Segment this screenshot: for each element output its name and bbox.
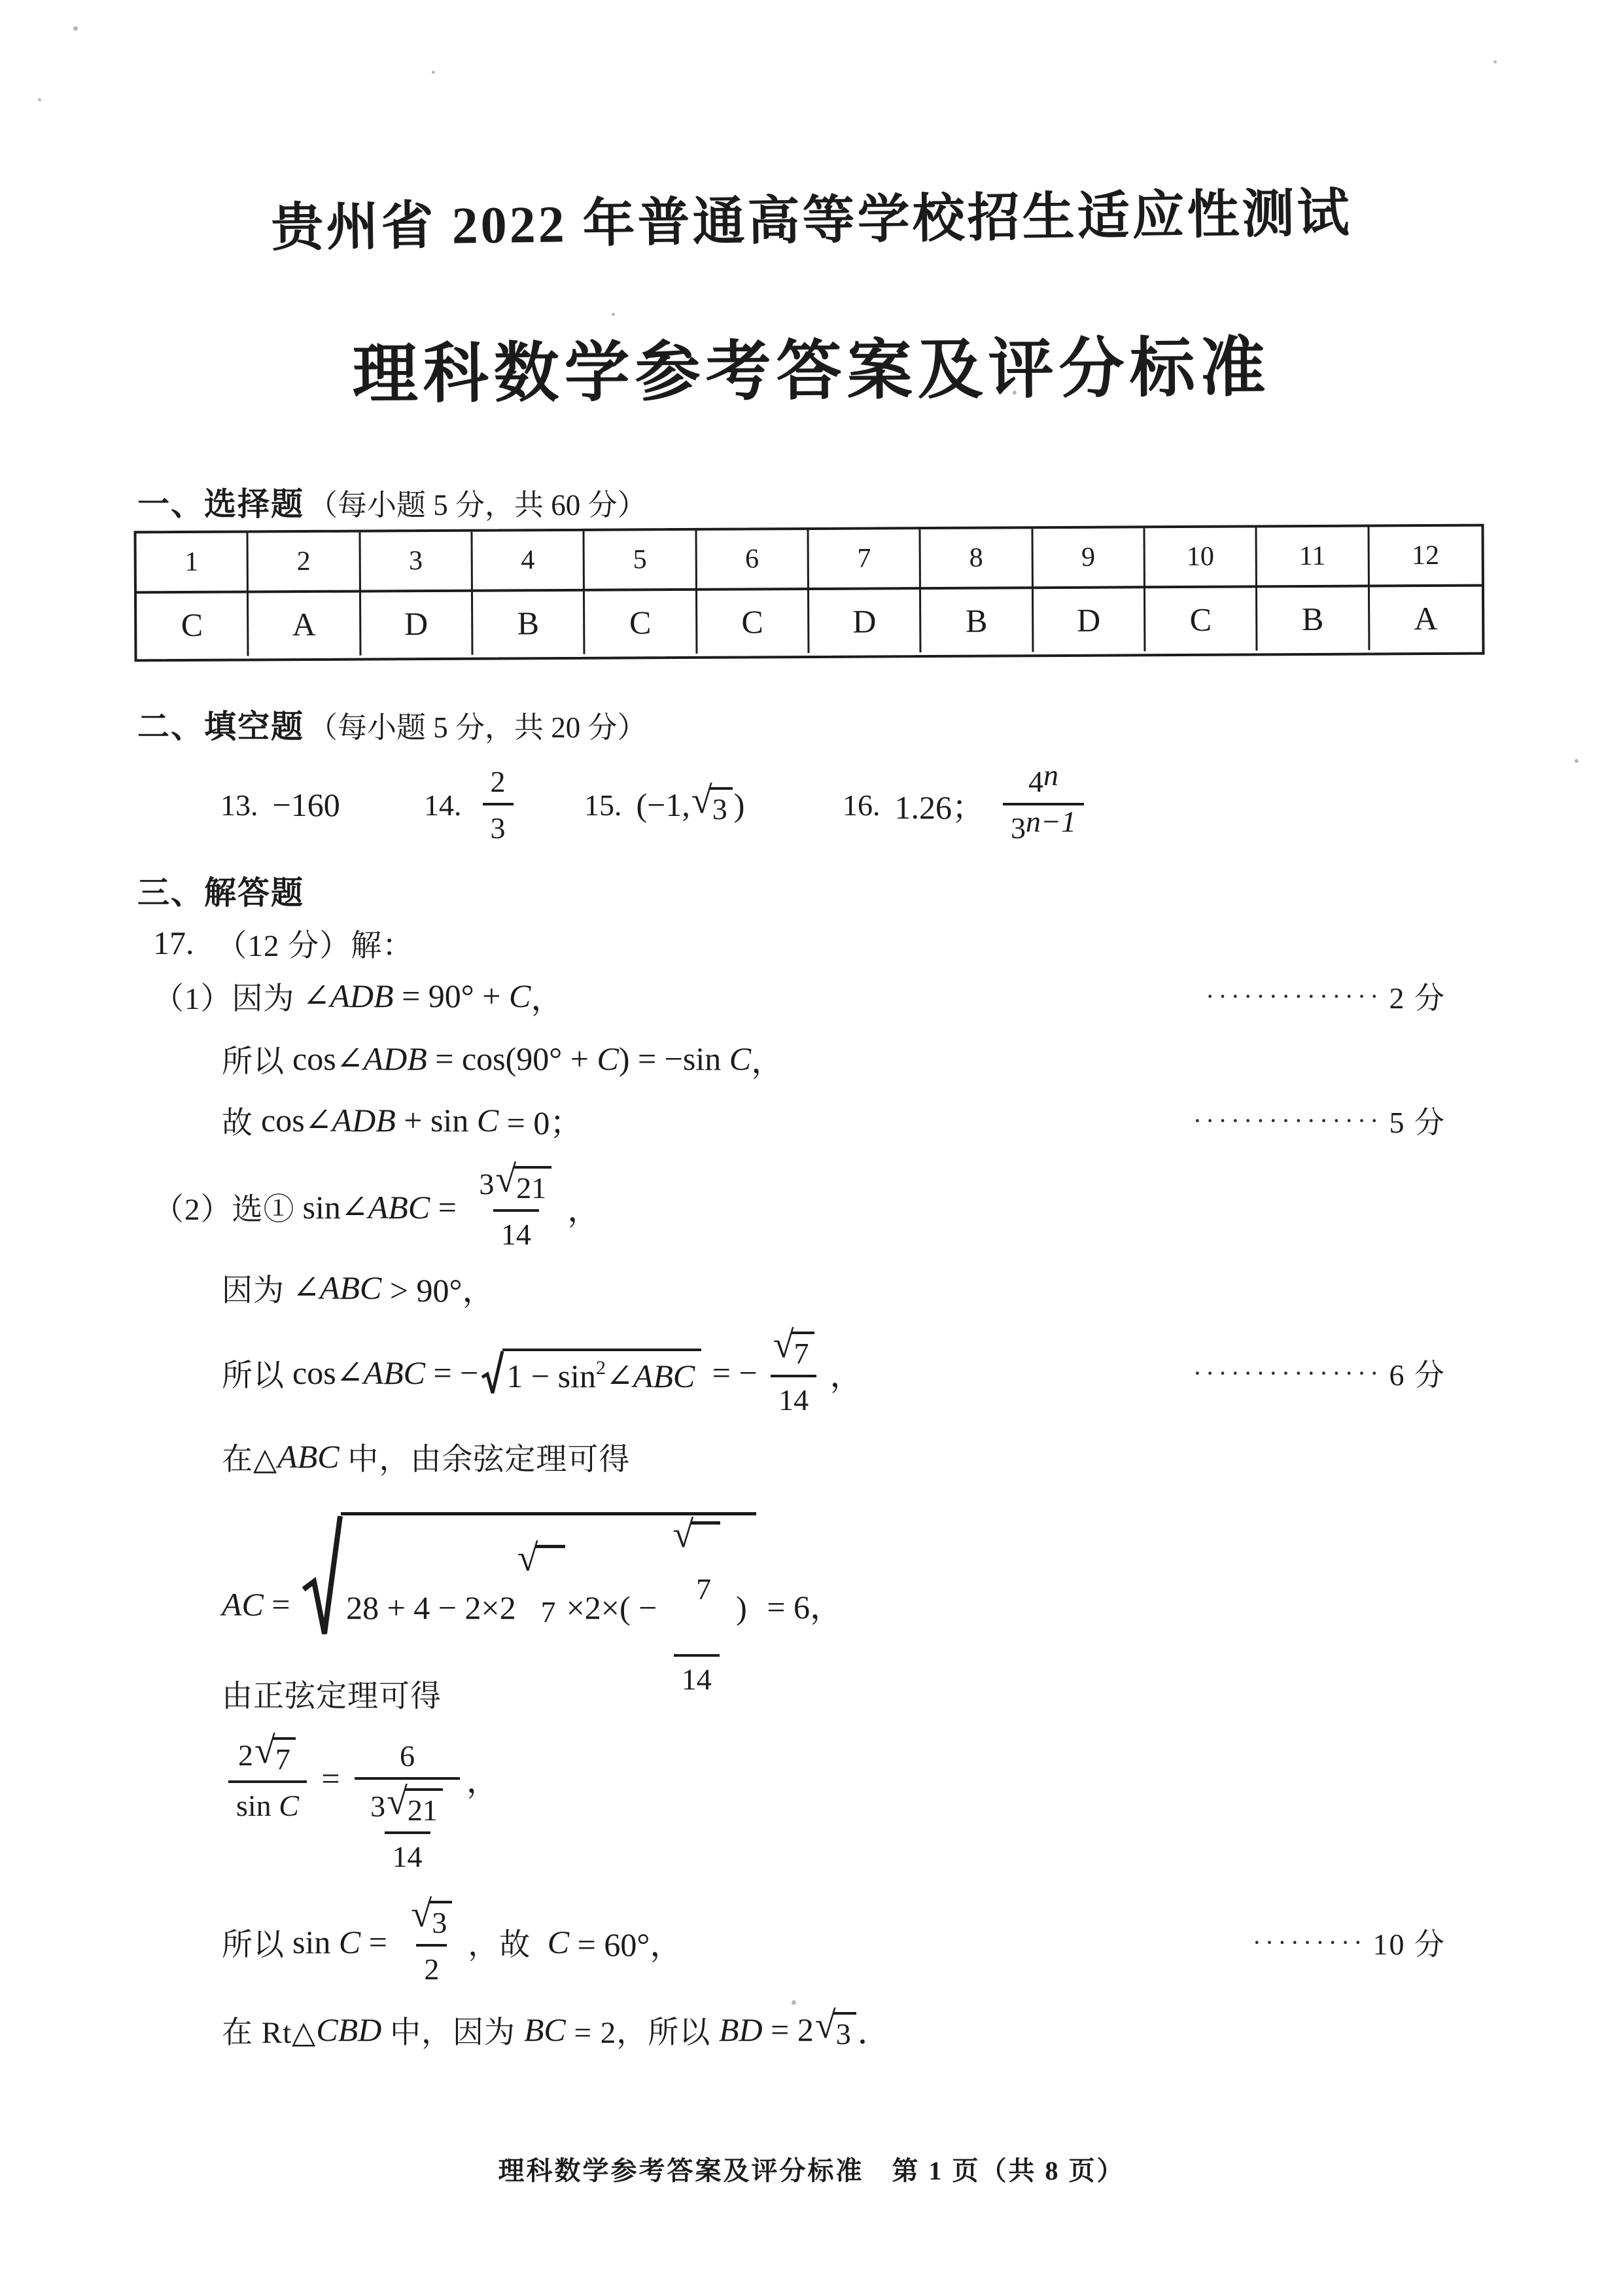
math-op: + sin [395,1102,477,1139]
math-var: ∠ABC [340,1188,430,1226]
math-var: C [547,1924,570,1960]
table-cell-number [697,530,809,591]
score-label: 2 分 [1389,981,1446,1015]
solution-step [222,1433,630,1480]
radicand-text: 28 + 4 − 2×2 [346,1589,516,1626]
math-fn: cos [292,1354,336,1391]
radicand: 7 [792,1332,814,1371]
radicand: 21 [514,1166,551,1205]
table-cell-number [1369,527,1482,588]
math-var: BD [718,2011,763,2048]
square-root [495,1157,551,1205]
table-cell-number [249,533,361,593]
square-root [301,1512,756,1697]
item-value: 1.26； [894,789,985,826]
question-number: 8 [969,542,983,573]
table-cell-answer [361,592,474,656]
step-text: 中，由余弦定理可得 [339,1442,631,1477]
table-cell-answer [137,593,249,656]
blank-item-14 [424,751,520,858]
exponent: 2 [595,1357,606,1379]
section-label: 三、解答题 [137,875,305,911]
fraction [228,1729,307,1823]
answer-letter: A [1414,599,1438,637]
section-note: （每小题 5 分，共 60 分） [308,488,647,521]
step-text: 所以 [222,1358,285,1393]
math-op: = cos(90° + [427,1040,597,1077]
math-op: = [313,1760,349,1797]
blank-answers-row [0,751,1623,858]
denominator: 14 [500,1217,531,1251]
scan-speck [792,2000,796,2005]
radicand: 7 [273,1737,296,1776]
math-var: BC [523,2011,566,2048]
table-cell-number [1145,527,1257,588]
section-note: （每小题 5 分，共 20 分） [308,711,647,744]
question-17-header [153,923,413,963]
solution-step [222,1035,784,1082]
scan-speck [432,71,435,74]
question-number: 17. [153,925,194,961]
section-heading-solution [137,870,304,911]
answer-letter: C [741,603,763,641]
fraction [764,1323,824,1417]
punct: ， [466,1763,499,1799]
dot-leader: ··············· [1193,1105,1383,1135]
fraction [483,764,514,845]
dot-leader: ········· [1252,1927,1367,1957]
square-root [814,2003,856,2051]
denominator: 14 [392,1839,423,1873]
solution-step [222,1893,1446,1991]
scan-speck [612,313,615,316]
solution-step [153,1146,600,1267]
solution-step [222,1264,495,1311]
step-text: 所以 [222,1928,285,1962]
item-value: ) [733,786,745,823]
numerator: 2 [490,765,506,798]
punct: ． [857,2014,890,2051]
table-cell-number [360,532,473,593]
answer-letter: D [1076,601,1101,639]
answer-letter: D [404,605,428,643]
answer-letter: A [292,605,316,643]
table-cell-answer [809,590,922,653]
radicand: 3 [710,787,733,826]
table-cell-number [1033,528,1145,589]
square-root [387,1779,443,1828]
item-label: 13. [220,788,258,822]
score-label: 6 分 [1389,1358,1446,1392]
denominator: 14 [778,1383,809,1417]
radicand: 7 [691,1521,720,1650]
math-op: > 90°， [381,1272,495,1309]
dot-leader: ··············· [1193,1358,1383,1388]
table-cell-answer [1145,588,1258,651]
fraction [663,1513,729,1697]
score-label: 5 分 [1389,1106,1446,1139]
title-text: 贵州省 2022 年普通高等学校招生适应性测试 [271,185,1353,258]
math-var: C [729,1040,752,1077]
radicand-text: ×2×( − [566,1589,657,1626]
table-cell-answer [1370,587,1482,650]
fraction [402,1892,461,1987]
math-op: = − [704,1354,758,1391]
table-cell-answer [473,592,585,655]
table-cell-number [809,529,921,590]
table-cell-answer [697,590,810,654]
choice-answer-table [133,524,1484,662]
question-points: （12 分）解： [216,928,414,963]
math-fn: cos [292,1040,336,1077]
math-fn: cos [261,1102,305,1139]
document-title-line1 [0,167,1623,265]
math-var: C [476,1102,499,1139]
step-text: 故 [222,1106,253,1140]
numerator-base: 4 [1028,765,1044,798]
math-var: C [509,978,531,1014]
answer-letter: C [629,604,652,641]
coefficient: 3 [370,1789,386,1823]
question-number: 5 [633,544,647,575]
table-cell-number [585,531,697,592]
solution-step [222,1513,843,1696]
math-var: ∠ABC [292,1269,382,1306]
math-op: ) = −sin [618,1040,729,1077]
radicand: 3 [429,1901,452,1940]
question-number: 3 [408,546,423,576]
question-number: 9 [1081,542,1096,573]
math-fn: sin [292,1924,339,1960]
radicand: 7 [536,1545,565,1674]
coefficient: 3 [479,1167,495,1201]
radical-sign-icon: √ [495,1157,517,1200]
item-label: 16. [843,788,881,822]
punct: ， [531,980,564,1017]
step-text: 在 Rt△ [222,2015,317,2050]
score-marker [1253,1920,1446,1964]
radical-sign-icon: √ [814,2003,836,2046]
step-text: 由正弦定理可得 [222,1679,442,1714]
math-fn: sin [302,1188,341,1226]
denominator-base: 3 [1011,811,1026,845]
item-value: (−1, [636,786,690,823]
radical-sign-icon: √ [672,1513,694,1555]
blank-item-16 [843,751,1091,858]
math-var: ∠ADB [304,1102,396,1139]
math-var: ∠ADB [302,978,394,1014]
blank-item-13 [220,751,340,858]
radical-sign-icon: √ [254,1729,275,1771]
item-label: 15. [584,788,622,822]
section-label: 二、填空题 [137,709,305,745]
step-text: = 2，所以 [565,2015,719,2050]
math-fn: sin [236,1789,279,1822]
radical-sign-icon: √ [773,1323,794,1366]
step-text: 在△ [222,1442,278,1477]
score-label: 10 分 [1372,1928,1446,1961]
table-cell-answer [249,593,361,656]
math-var: ∠ABC [605,1358,695,1394]
section-heading-blank [137,704,647,745]
table-cell-answer [1257,588,1370,651]
denominator: 2 [424,1952,440,1986]
answer-letter: B [965,602,988,639]
square-root [517,1536,565,1674]
step-text: （1）因为 [153,981,295,1016]
table-cell-number [137,533,249,593]
table-cell-number [1257,527,1370,588]
step-text: （2）选① [153,1193,295,1227]
question-number: 1 [184,546,199,577]
punct: ， [751,1043,784,1080]
math-op: = − [425,1354,479,1391]
scan-speck [38,98,41,101]
square-root [691,778,733,826]
step-text: 因为 [222,1273,285,1308]
math-var: C [338,1924,361,1960]
answer-letter: B [517,605,540,642]
math-var: ∠ADB [336,1040,427,1077]
radicand [502,1349,701,1397]
radicand: 21 [405,1788,443,1828]
table-cell-answer [921,589,1034,652]
math-op: = [430,1188,465,1226]
square-root [254,1729,296,1776]
item-label: 14. [424,788,462,822]
radicand-text: 1 − sin [506,1358,596,1394]
answer-letter: D [852,603,877,640]
radical-sign-icon: √ [691,778,712,821]
blank-item-15 [584,751,744,858]
solution-step [222,1323,1446,1422]
question-number: 11 [1299,540,1326,572]
square-root [411,1892,452,1940]
square-root [672,1513,720,1650]
table-cell-answer [585,591,697,654]
question-number: 12 [1411,540,1440,571]
fraction [1003,758,1084,845]
square-root [481,1349,701,1397]
math-op: = 2 [762,2011,814,2048]
denominator: 14 [681,1663,712,1696]
document-title-line2 [0,319,1623,410]
solution-step [222,1700,499,1873]
step-text: 中，因为 [381,2015,524,2050]
math-var: ∠ABC [336,1354,425,1391]
question-number: 2 [296,546,311,577]
punct: = 0； [498,1104,583,1141]
math-var: ABC [277,1438,340,1475]
solution-step [222,1098,1446,1142]
punct: ， [829,1357,863,1394]
item-value: −160 [272,786,340,823]
score-marker [1193,1099,1446,1142]
answer-letter: C [181,606,203,644]
fraction [471,1157,561,1252]
answer-letter: C [1189,601,1212,638]
fraction [355,1739,460,1874]
score-marker [1193,1351,1446,1394]
denominator-exponent: n−1 [1026,805,1077,838]
math-op: = 6， [758,1589,843,1625]
math-op: = 60°， [569,1926,683,1963]
math-op: = 90° + [393,978,509,1014]
radicand [341,1512,756,1697]
radical-sign-icon: √ [411,1892,432,1935]
page-footer [0,2151,1623,2185]
math-var: C [597,1040,619,1077]
question-number: 10 [1186,541,1214,572]
math-op: = [263,1586,299,1623]
radical-sign-icon: √ [387,1779,408,1822]
numerator-exponent: n [1043,758,1059,792]
math-var: AC [222,1586,264,1623]
solution-step [222,2005,890,2055]
radical-sign-icon [481,1349,504,1397]
math-op: = [360,1924,396,1960]
square-root [773,1323,814,1371]
fraction-nested [362,1779,452,1874]
radicand: 3 [833,2012,856,2051]
denominator: 3 [490,811,506,845]
footer-text: 理科数学参考答案及评分标准 第 1 页（共 8 页） [498,2155,1125,2185]
math-var: CBD [316,2011,382,2048]
scan-speck [1493,60,1497,63]
question-number: 6 [744,544,759,574]
solution-step [153,974,1446,1018]
radicand-text: ) [736,1589,747,1626]
radical-sign-icon [301,1512,343,1640]
table-cell-answer [1034,588,1146,652]
dot-leader: ·············· [1206,981,1383,1011]
title-text: 理科数学参考答案及评分标准 [352,331,1271,412]
question-number: 7 [857,543,871,574]
math-var: C [279,1789,299,1822]
section-heading-choice [137,482,647,522]
scan-speck [73,26,78,31]
table-cell-number [921,529,1034,590]
question-number: 4 [521,545,535,576]
section-label: 一、选择题 [137,486,305,522]
numerator: 6 [400,1739,415,1773]
step-text: ，故 [468,1928,548,1962]
step-text: 所以 [222,1044,285,1079]
coefficient: 2 [238,1739,254,1772]
radical-sign-icon: √ [517,1536,538,1579]
punct: ， [567,1191,601,1228]
score-marker [1206,974,1446,1017]
table-cell-number [472,531,585,592]
answer-letter: B [1301,600,1324,638]
